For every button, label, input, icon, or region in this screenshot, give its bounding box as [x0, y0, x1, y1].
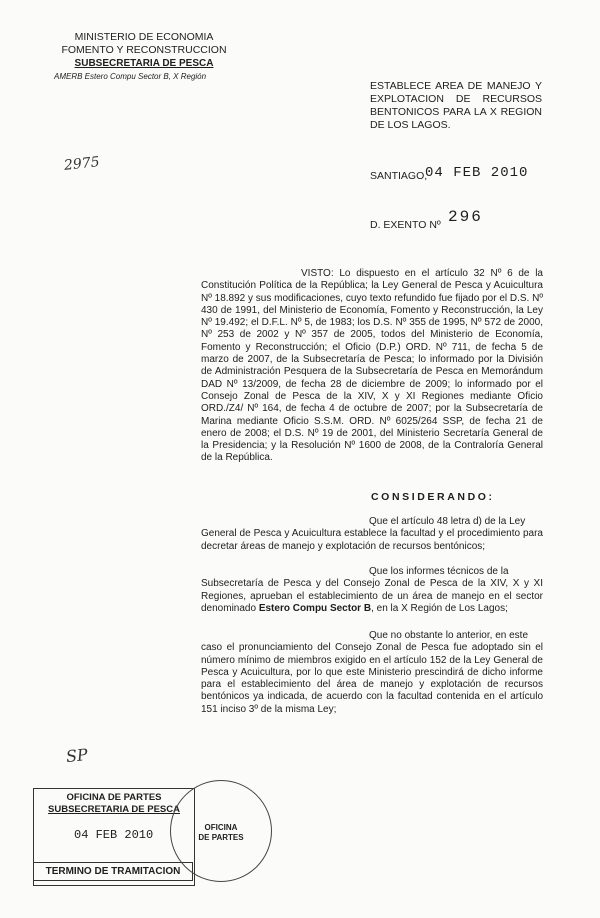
paragraph-3-lead: Que no obstante lo anterior, en este: [369, 630, 528, 641]
paragraph-2-text-a: Subsecretaría de Pesca y del Consejo Zonal de Pesca de la XIV, X y XI Regiones, aprueban el establecimiento de un área de manejo en el sector denominado: [201, 578, 543, 614]
letterhead: [44, 31, 244, 83]
sector-name: Estero Compu Sector B: [258, 602, 372, 614]
considerando-heading: CONSIDERANDO:: [371, 491, 495, 503]
visto-text: Lo dispuesto en el artículo 32 Nº 6 de la Constitución Política de la República; la Ley General de Pesca y Acuicultura Nº 18.892 y sus modificaciones, cuyo texto refundido fue fijado por el D.S. Nº 430 de 1991, del Ministerio de Economía, Fomento y Reconstrucción, la Ley Nº 19.492; el D.F.L. Nº 5, de 1983; los D.S. Nº 355 de 1995, Nº 572 de 2000, Nº 253 de 2002 y Nº 357 de 2005, todos del Ministerio de Economía, Fomento y Reconstrucción; el Oficio (D.P.) ORD. Nº 711, de fecha 5 de marzo de 2007, de la Subsecretaría de Pesca; lo informado por la División de Administración Pesquera de la Subsecretaría de Pesca en Memorándum DAD Nº 13/2009, de fecha 28 de diciembre de 2009; lo informado por el Consejo Zonal de Pesca de la XIV, X y XI Regiones mediante Oficio ORD./Z4/ Nº 164, de fecha 4 de octubre de 2007; por la Subsecretaría de Marina mediante Oficio S.S.M. ORD. Nº 6025/264 SSP, de fecha 21 de enero de 2008; el D.S. Nº 19 de 2001, del Ministerio Secretaría General de la Presidencia; y la Resolución Nº 1600 de 2008, de la Contraloría General de la República.: [201, 268, 543, 464]
decreto-label: D. EXENTO Nº: [370, 219, 441, 231]
stamp-footer: TERMINO DE TRAMITACION: [33, 862, 193, 881]
visto-lead: VISTO:: [301, 268, 334, 279]
ministry-subtitle: FOMENTO Y RECONSTRUCCION: [61, 44, 227, 56]
visto-paragraph: [201, 268, 543, 465]
paragraph-2-lead: Que los informes técnicos de la: [369, 566, 509, 577]
paragraph-2-text-b: , en la X Región de Los Lagos;: [371, 602, 508, 614]
seal-line-2: DE PARTES: [198, 833, 244, 842]
paragraph-1-lead: Que el artículo 48 letra d) de la Ley: [369, 516, 526, 527]
official-seal: [170, 780, 272, 882]
considerando-paragraph-2: [201, 566, 543, 615]
considerando-paragraph-3: [201, 630, 543, 716]
considerando-paragraph-1: [201, 516, 543, 553]
stamp-subsecretaria: SUBSECRETARIA DE PESCA: [48, 804, 180, 815]
document-title: ESTABLECE AREA DE MANEJO Y EXPLOTACION DE RECURSOS BENTONICOS PARA LA X REGION DE LOS LAGOS.: [370, 80, 542, 131]
paragraph-3-text: caso el pronunciamiento del Consejo Zonal de Pesca fue adoptado sin el número mínimo de miembros exigido en el artículo 152 de la Ley General de Pesca y Acuicultura, por lo que este Ministerio prescindirá de dicho informe para el establecimiento del área de manejo y explotación de recursos bentónicos ya indicada, de acuerdo con la facultad contenida en el artículo 151 inciso 3º de la misma Ley;: [201, 642, 543, 715]
seal-text: [193, 823, 249, 843]
seal-line-1: OFICINA: [204, 823, 238, 832]
decreto-number: 296: [448, 208, 483, 226]
date-stamp: 04 FEB 2010: [425, 165, 529, 181]
handwritten-number: 2975: [63, 154, 101, 174]
subsecretaria-name: SUBSECRETARIA DE PESCA: [74, 58, 214, 69]
handwritten-initials: SP: [65, 744, 89, 767]
reference-line: AMERB Estero Compu Sector B, X Región: [54, 72, 207, 81]
stamp-office: OFICINA DE PARTES: [66, 792, 162, 803]
stamp-date: 04 FEB 2010: [74, 828, 154, 842]
ministry-name: MINISTERIO DE ECONOMIA: [74, 31, 214, 43]
paragraph-1-text: General de Pesca y Acuicultura establece la facultad y el procedimiento para decretar áreas de manejo y explotación de recursos bentónicos;: [201, 528, 543, 552]
place-label: SANTIAGO,: [370, 170, 428, 182]
